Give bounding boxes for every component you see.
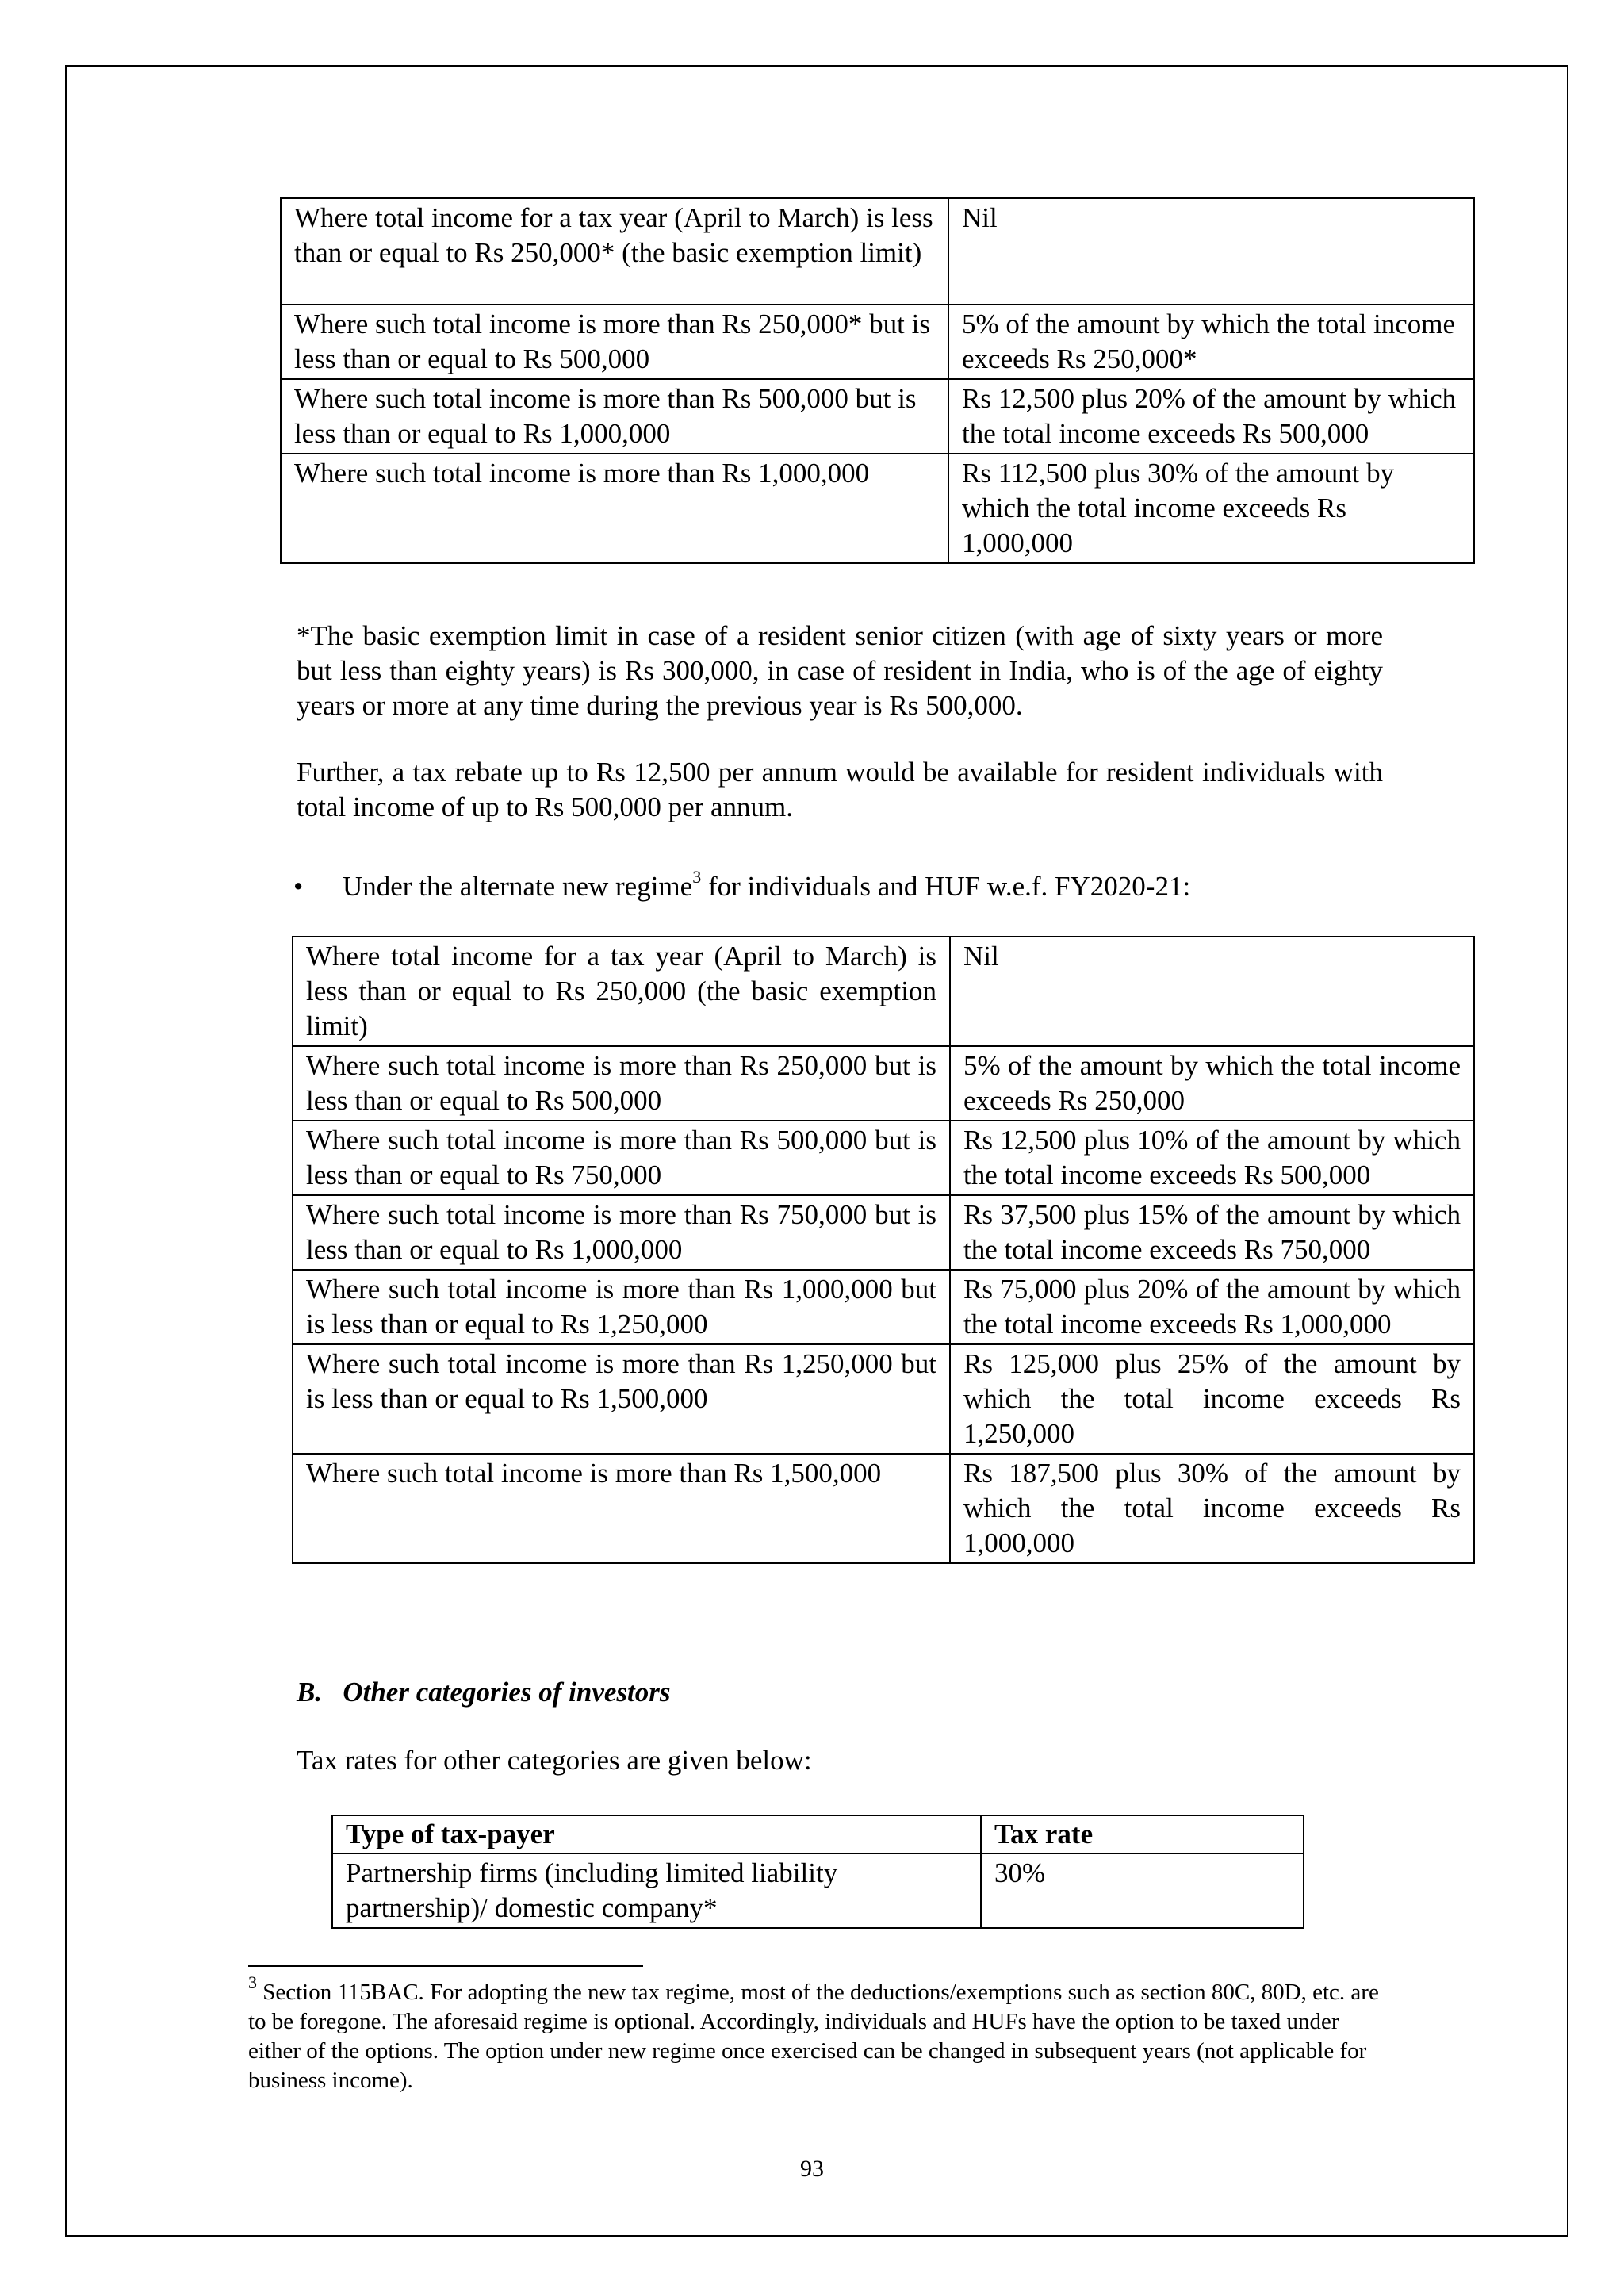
column-header-rate: Tax rate	[981, 1815, 1304, 1853]
tax-rate-cell: Rs 75,000 plus 20% of the amount by which the total income exceeds Rs 1,000,000	[950, 1270, 1474, 1344]
income-slab-cell: Where such total income is more than Rs 250,000* but is less than or equal to Rs 500,000	[281, 305, 948, 379]
rebate-note: Further, a tax rebate up to Rs 12,500 per annum would be available for resident individuals with total income of up to Rs 500,000 per annum.	[297, 757, 1383, 822]
section-b-heading: B. Other categories of investors	[297, 1677, 671, 1708]
footnote-reference[interactable]: 3	[692, 867, 702, 887]
income-slab-cell: Where total income for a tax year (April to March) is less than or equal to Rs 250,000* (the basic exemption limit)	[281, 198, 948, 305]
exemption-note: *The basic exemption limit in case of a resident senior citizen (with age of sixty years or more but less than eighty years) is Rs 300,000, in case of resident in India, who is of the age of eighty years or more at any time during the previous year is Rs 500,000.	[297, 620, 1383, 721]
table-row	[293, 1344, 1474, 1454]
table-header-row	[332, 1815, 1304, 1853]
page-number: 93	[800, 2156, 824, 2182]
income-slab-cell: Where such total income is more than Rs 1,000,000	[281, 454, 948, 563]
table-row	[293, 1270, 1474, 1344]
income-slab-cell: Where such total income is more than Rs 1,250,000 but is less than or equal to Rs 1,500,000	[293, 1344, 950, 1454]
income-slab-cell: Where such total income is more than Rs 1,500,000	[293, 1454, 950, 1563]
tax-rate-cell: Rs 187,500 plus 30% of the amount by which the total income exceeds Rs 1,000,000	[950, 1454, 1474, 1563]
tax-rate-cell: Rs 125,000 plus 25% of the amount by which the total income exceeds Rs 1,250,000	[950, 1344, 1474, 1454]
column-header-type: Type of tax-payer	[332, 1815, 981, 1853]
tax-rate-cell: Nil	[950, 937, 1474, 1046]
footnote	[248, 1972, 1382, 2095]
tax-rate-cell: Rs 12,500 plus 20% of the amount by which the total income exceeds Rs 500,000	[948, 379, 1474, 454]
income-slab-cell: Where total income for a tax year (April to March) is less than or equal to Rs 250,000 (the basic exemption limit)	[293, 937, 950, 1046]
tax-rate-cell: Rs 37,500 plus 15% of the amount by which the total income exceeds Rs 750,000	[950, 1195, 1474, 1270]
table-row	[293, 937, 1474, 1046]
table-row	[281, 198, 1474, 305]
income-slab-cell: Where such total income is more than Rs 1,000,000 but is less than or equal to Rs 1,250,000	[293, 1270, 950, 1344]
table-row	[293, 1121, 1474, 1195]
income-slab-cell: Where such total income is more than Rs 750,000 but is less than or equal to Rs 1,000,000	[293, 1195, 950, 1270]
table-row	[293, 1454, 1474, 1563]
bullet-text-before: Under the alternate new regime	[343, 871, 693, 902]
bullet-text-after: for individuals and HUF w.e.f. FY2020-21:	[701, 871, 1191, 902]
table-row	[281, 454, 1474, 563]
new-regime-tax-table	[292, 936, 1475, 1564]
tax-rate-cell: 5% of the amount by which the total income exceeds Rs 250,000	[950, 1046, 1474, 1121]
new-regime-bullet	[343, 869, 1190, 904]
footnote-text: Section 115BAC. For adopting the new tax regime, most of the deductions/exemptions such as section 80C, 80D, etc. are to be foregone. The aforesaid regime is optional. Accordingly, individuals and HUFs have the option to be taxed under either of the options. The option under new regime once exercised can be changed in subsequent years (not applicable for business income).	[248, 1980, 1379, 2093]
regular-regime-tax-table	[280, 197, 1475, 564]
tax-rate-cell: Rs 12,500 plus 10% of the amount by which the total income exceeds Rs 500,000	[950, 1121, 1474, 1195]
tax-rate-cell: Nil	[948, 198, 1474, 305]
table-row	[332, 1853, 1304, 1928]
other-categories-tax-table	[331, 1815, 1304, 1929]
footnote-marker: 3	[248, 1972, 257, 1993]
income-slab-cell: Where such total income is more than Rs 500,000 but is less than or equal to Rs 1,000,000	[281, 379, 948, 454]
section-b-intro: Tax rates for other categories are given below:	[297, 1745, 812, 1776]
table-row	[281, 305, 1474, 379]
table-row	[293, 1046, 1474, 1121]
footnote-divider	[248, 1965, 643, 1967]
income-slab-cell: Where such total income is more than Rs 500,000 but is less than or equal to Rs 750,000	[293, 1121, 950, 1195]
tax-rate-cell: 5% of the amount by which the total income exceeds Rs 250,000*	[948, 305, 1474, 379]
tax-rate-cell: 30%	[981, 1853, 1304, 1928]
bullet-icon: •	[293, 871, 304, 902]
table-row	[281, 379, 1474, 454]
tax-rate-cell: Rs 112,500 plus 30% of the amount by which the total income exceeds Rs 1,000,000	[948, 454, 1474, 563]
taxpayer-type-cell: Partnership firms (including limited liability partnership)/ domestic company*	[332, 1853, 981, 1928]
table-row	[293, 1195, 1474, 1270]
income-slab-cell: Where such total income is more than Rs 250,000 but is less than or equal to Rs 500,000	[293, 1046, 950, 1121]
